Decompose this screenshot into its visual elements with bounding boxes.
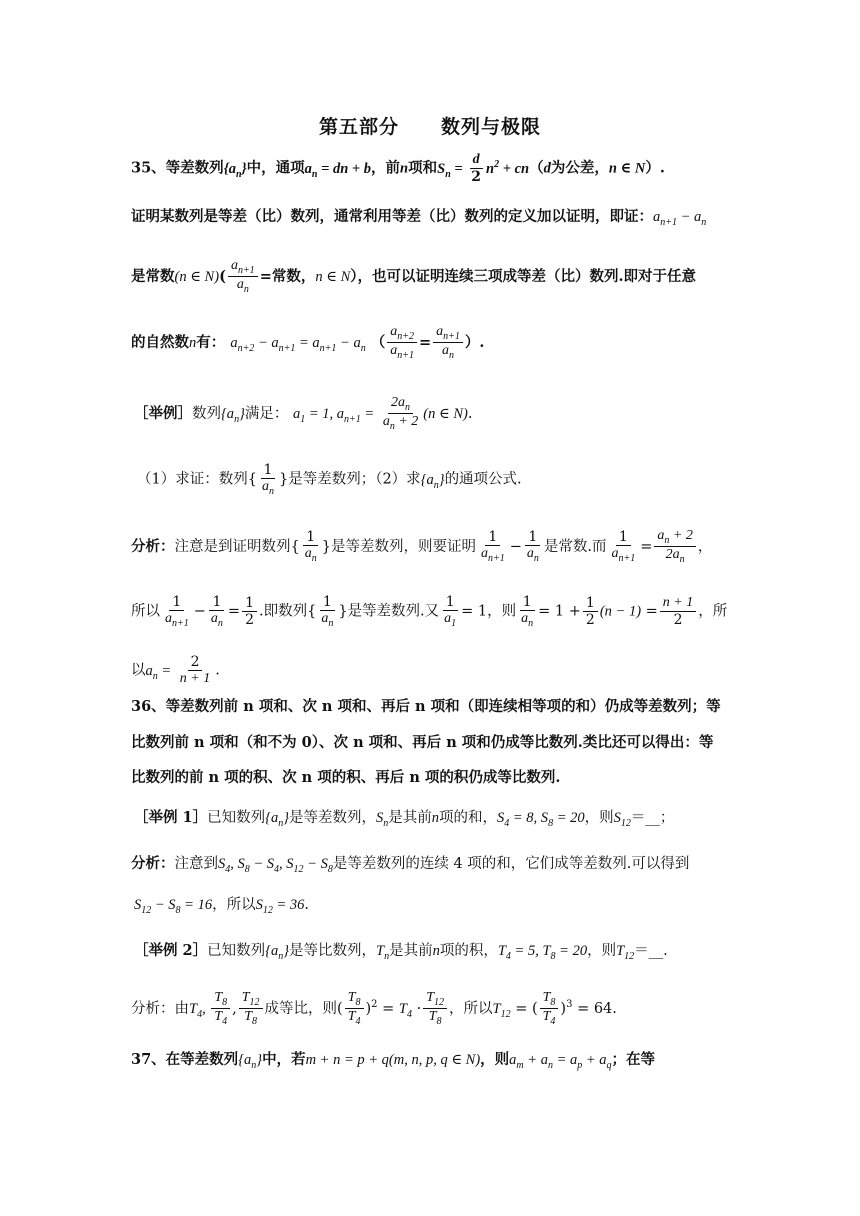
s35-analysis-2: 所以 $\frac{1}{a_{n+1}}$ − $\frac{1}{a_n}$ = $\frac{1}{2}$ .即数列{ $\frac{1}{a_n}$ }是等差数列.又 $\frac{1}{a_1}$ = 1，则 $\frac{1}{a_n}$ = 1 + $\frac{1}{2}$ (n − 1) = $\frac{n + 1}{2}$ ，所 [131,594,728,629]
s35-question: （1）求证：数列{ $\frac{1}{a_n}$ }是等差数列；（2）求$\{a_n\}$的通项公式. [137,462,522,497]
page-title [0,112,860,139]
s35-line4: 的自然数n有： $a_{n+2} - a_{n+1} = a_{n+1} - a_n$ （ $\frac{a_{n+2}}{a_{n+1}}$ = $\frac{a_{n+1}}{a_n}$ ）. [131,324,485,362]
title-part: 第五部分 [318,116,399,138]
title-topic: 数列与极限 [441,116,542,138]
s37-line1: 37、在等差数列$\{a_n\}$中，若m + n = p + q(m, n, p, q ∈ N)，则$a_m + a_n = a_p + a_q$；在等 [131,1051,656,1071]
s35-line3: 是常数(n ∈ N)( $\frac{a_{n+1}}{a_n}$ =常数，n ∈ N），也可以证明连续三项成等差（比）数列.即对于任意 [131,258,697,296]
s36-analysis-2: 分析：由$T_4$, $\frac{T_8}{T_4}$ , $\frac{T_{12}}{T_8}$ 成等比，则( $\frac{T_8}{T_4}$ )$^2 = T_4$ · $\frac{T_{12}}{T_8}$ ，所以$T_{12}$ = ( $\frac{T_8}{T_4}$ )$^3$ = 64. [131,990,617,1028]
s36-example-1: ［举例 1］已知数列$\{a_n\}$是等差数列，$S_n$是其前n项的和，$S_4 = 8$, $S_8 = 20$，则$S_{12}=\_\_$； [134,809,675,829]
s36-line1: 36、等差数列前 n 项和、次 n 项和、再后 n 项和（即连续相等项的和）仍成等差数列；等 [131,698,721,715]
s35-analysis-3: 以$a_n$ = $\frac{2}{n + 1}$ . [131,654,220,687]
s35-line1: 35、等差数列$\{a_n\}$中，通项$a_n$ = dn + b，前n项和$S_n$ = $\frac{d}{2}$ $n^2 + cn(d$为公差，n ∈ N）. [131,152,665,186]
s36-line2: 比数列前 n 项和（和不为 0）、次 n 项和、再后 n 项和仍成等比数列.类比还可以得出：等 [131,734,714,751]
s36-example-2: ［举例 2］已知数列$\{a_n\}$是等比数列，$T_n$是其前n项的积，$T_4 = 5$, $T_8 = 20$，则$T_{12}=\_\_$. [134,942,668,962]
s35-line2: 证明某数列是等差（比）数列，通常利用等差（比）数列的定义加以证明，即证：$a_{n+1} - a_n$ [131,208,707,228]
s36-analysis-1: 分析：注意到$S_4$, $S_8 - S_4$, $S_{12} - S_8$是等差数列的连续 4 项的和，它们成等差数列.可以得到 [131,855,690,875]
s35-analysis-1: 分析：注意是到证明数列{ $\frac{1}{a_n}$ }是等差数列，则要证明 $\frac{1}{a_{n+1}}$ − $\frac{1}{a_n}$ 是常数.而 $\frac{1}{a_{n+1}}$ = $\frac{a_n + 2}{2a_n}$ ， [131,528,713,566]
s36-analysis-1b: $S_{12} - S_8 = 16$，所以$S_{12} = 36$. [134,897,309,916]
s36-line3: 比数列的前 n 项的积、次 n 项的积、再后 n 项的积仍成等比数列. [131,769,561,786]
s35-example: ［举例］数列$\{a_n\}$满足： $a_1 = 1$, $a_{n+1}$ = $\frac{2a_n}{a_n + 2}$ (n ∈ N). [134,395,473,433]
